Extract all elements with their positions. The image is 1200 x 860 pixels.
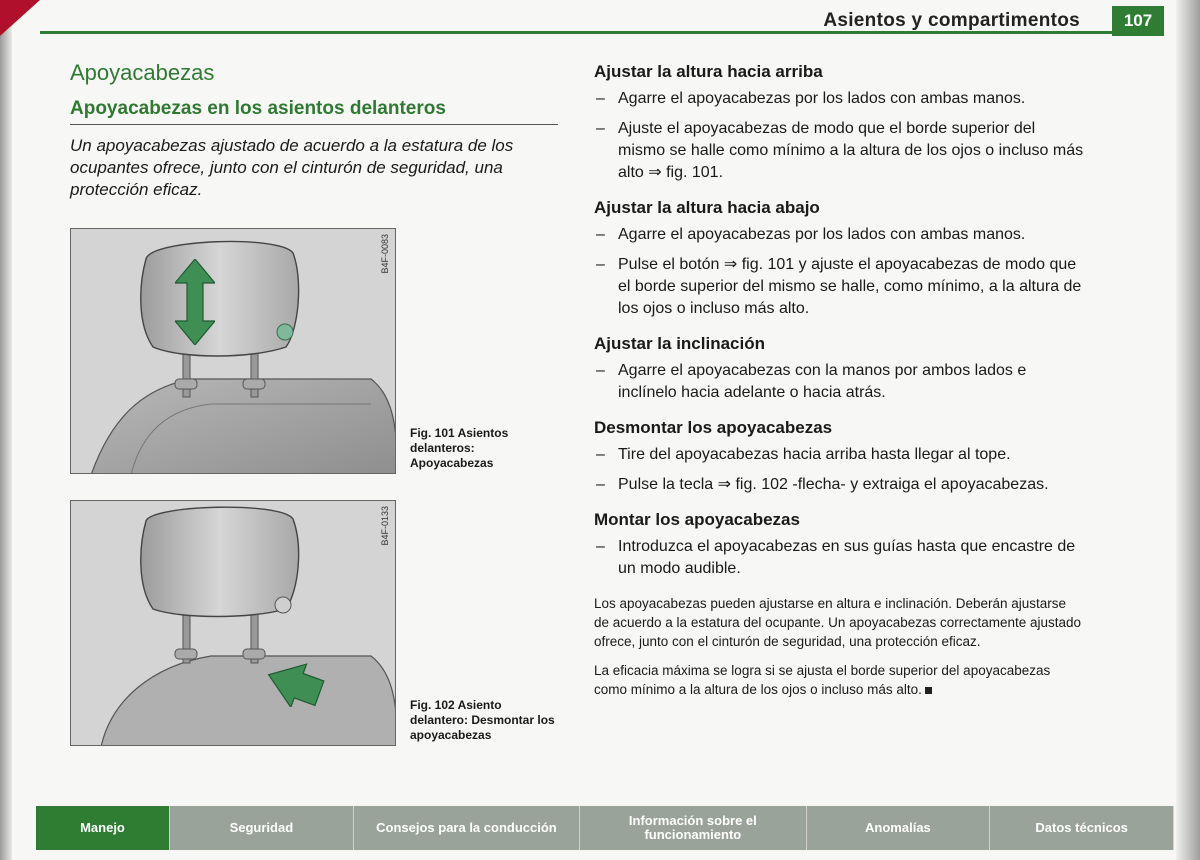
headrest-illustration	[70, 228, 396, 474]
end-square-icon	[925, 687, 932, 694]
instruction-title: Ajustar la altura hacia abajo	[594, 198, 820, 217]
instruction-step: – Agarre el apoyacabezas por los lados con ambas manos.	[596, 90, 1026, 107]
chapter-tab-bar	[36, 806, 1174, 850]
page-number: 107	[1112, 6, 1164, 36]
tab-manejo[interactable]: Manejo	[36, 806, 170, 850]
tab-consejos[interactable]: Consejos para la conducción	[354, 806, 580, 850]
section-title: Apoyacabezas	[70, 60, 215, 85]
note-paragraph: Los apoyacabezas pueden ajustarse en altura e inclinación. Deberán ajustarse de acuerdo a la estatura del ocupante. Un apoyacabezas correctamente ajustado ofrece, junto con el cinturón de seguridad, una protección eficaz.	[594, 596, 1082, 649]
corner-mark	[0, 0, 40, 36]
instruction-section	[594, 418, 1084, 496]
instruction-step: – Agarre el apoyacabezas por los lados con ambas manos.	[596, 226, 1026, 243]
instruction-section	[594, 198, 1084, 320]
tab-anomalias[interactable]: Anomalías	[807, 806, 991, 850]
instruction-step: – Pulse el botón ⇒ fig. 101 y ajuste el apoyacabezas de modo que el borde superior del mismo se halle, como mínimo, a la altura de los ojos o incluso más alto.	[596, 256, 1082, 317]
figure-code: B4F-0083	[380, 234, 390, 274]
instruction-section	[594, 510, 1084, 580]
instruction-section	[594, 62, 1084, 184]
figure-caption: Fig. 101 Asientos delanteros: Apoyacabezas	[410, 426, 509, 470]
instruction-step: – Pulse la tecla ⇒ fig. 102 -flecha- y extraiga el apoyacabezas.	[596, 476, 1049, 493]
section-subtitle: Apoyacabezas en los asientos delanteros	[70, 98, 558, 125]
figure-101	[70, 228, 558, 474]
instruction-step: – Introduzca el apoyacabezas en sus guías hasta que encastre de un modo audible.	[596, 538, 1076, 577]
tab-datos-tecnicos[interactable]: Datos técnicos	[990, 806, 1174, 850]
figure-code: B4F-0133	[380, 506, 390, 546]
instruction-title: Montar los apoyacabezas	[594, 510, 800, 529]
tab-seguridad[interactable]: Seguridad	[170, 806, 354, 850]
figure-102	[70, 500, 558, 746]
left-column	[70, 60, 558, 201]
up-down-arrow-icon	[175, 259, 215, 345]
instruction-step: – Agarre el apoyacabezas con la manos por ambos lados e inclínelo hacia adelante o hacia atrás.	[596, 362, 1027, 401]
push-arrow-icon	[263, 661, 325, 707]
intro-text: Un apoyacabezas ajustado de acuerdo a la estatura de los ocupantes ofrece, junto con el cinturón de seguridad, una protección eficaz.	[70, 136, 514, 199]
headrest-removal-illustration	[70, 500, 396, 746]
instruction-title: Desmontar los apoyacabezas	[594, 418, 833, 437]
instruction-section	[594, 334, 1084, 404]
figure-caption: Fig. 102 Asiento delantero: Desmontar los apoyacabezas	[410, 698, 555, 742]
left-binding-edge	[0, 0, 12, 860]
instruction-step: – Tire del apoyacabezas hacia arriba hasta llegar al tope.	[596, 446, 1011, 463]
instruction-step: – Ajuste el apoyacabezas de modo que el borde superior del mismo se halle como mínimo a la altura de los ojos o incluso más alto ⇒ fig. 101.	[596, 120, 1084, 181]
instruction-title: Ajustar la inclinación	[594, 334, 765, 353]
note-paragraph: La eficacia máxima se logra si se ajusta el borde superior del apoyacabezas como mínimo a la altura de los ojos o incluso más alto.	[594, 663, 1051, 697]
instruction-title: Ajustar la altura hacia arriba	[594, 62, 823, 81]
tab-informacion[interactable]: Información sobre el funcionamiento	[580, 806, 806, 850]
right-column	[594, 62, 1084, 699]
right-binding-edge	[1176, 0, 1200, 860]
running-head: Asientos y compartimentos	[823, 10, 1080, 31]
